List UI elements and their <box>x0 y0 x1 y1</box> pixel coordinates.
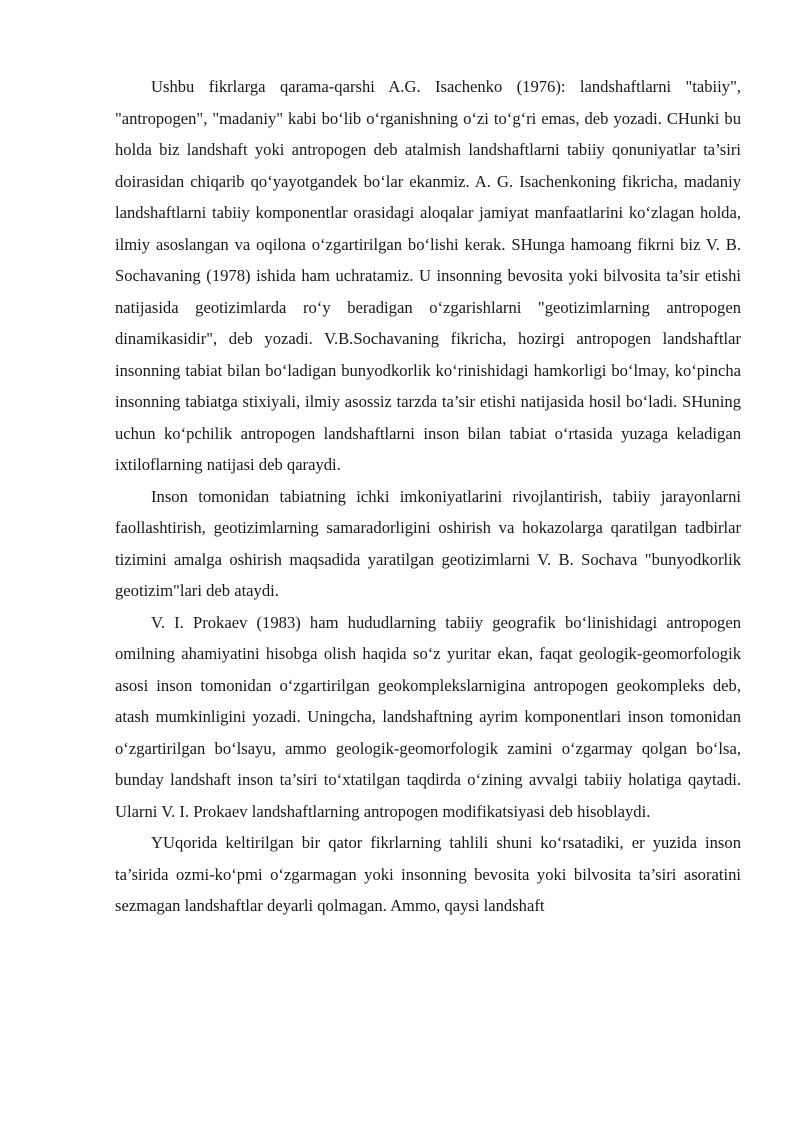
document-page <box>115 71 741 922</box>
paragraph-prokaev: V. I. Prokaev (1983) ham hududlarning tabiiy geografik bo‘linishidagi antropogen omilning ahamiyatini hisobga olish haqida so‘z yuritar ekan, faqat geologik-geomorfologik asosi inson tomonidan o‘zgartirilgan geokomplekslarnigina antropogen geokompleks deb, atash mumkinligini yozadi. Uningcha, landshaftning ayrim komponentlari inson tomonidan o‘zgartirilgan bo‘lsayu, ammo geologik-geomorfologik zamini o‘zgarmay qolgan bo‘lsa, bunday landshaft inson ta’siri to‘xtatilgan taqdirda o‘zining avvalgi tabiiy holatiga qaytadi. Ularni V. I. Prokaev landshaftlarning antropogen modifikatsiyasi deb hisoblaydi. <box>115 612 741 821</box>
paragraph-isachenko: Ushbu fikrlarga qarama-qarshi A.G. Isachenko (1976): landshaftlarni "tabiiy", "antropogen", "madaniy" kabi bo‘lib o‘rganishning o‘zi to‘g‘ri emas, deb yozadi. CHunki bu holda biz landshaft yoki antropogen deb atalmish landshaftlarni tabiiy qonuniyatlar ta’siri doirasidan chiqarib qo‘yayotgandek bo‘lar ekanmiz. A. G. Isachenkoning fikricha, madaniy landshaftlarni tabiiy komponentlar orasidagi aloqalar jamiyat manfaatlarini ko‘zlagan holda, ilmiy asoslangan va oqilona o‘zgartirilgan bo‘lishi kerak. SHunga hamoang fikrni biz V. B. Sochavaning (1978) ishida ham uchratamiz. U insonning bevosita yoki bilvosita ta’sir etishi natijasida geotizimlarda ro‘y beradigan o‘zgarishlarni "geotizimlarning antropogen dinamikasidir", deb yozadi. V.B.Sochavaning fikricha, hozirgi antropogen landshaftlar insonning tabiat bilan bo‘ladigan bunyodkorlik ko‘rinishidagi hamkorligi bo‘lmay, ko‘pincha insonning tabiatga stixiyali, ilmiy asossiz tarzda ta’sir etishi natijasida hosil bo‘ladi. SHuning uchun ko‘pchilik antropogen landshaftlarni inson bilan tabiat o‘rtasida yuzaga keladigan ixtiloflarning natijasi deb qaraydi. <box>115 77 741 474</box>
paragraph-sochava: Inson tomonidan tabiatning ichki imkoniyatlarini rivojlantirish, tabiiy jarayonlarni faollashtirish, geotizimlarning samaradorligini oshirish va hokazolarga qaratilgan tadbirlar tizimini amalga oshirish maqsadida yaratilgan geotizimlarni V. B. Sochava "bunyodkorlik geotizim"lari deb ataydi. <box>115 486 741 600</box>
paragraph-analysis: YUqorida keltirilgan bir qator fikrlarning tahlili shuni ko‘rsatadiki, er yuzida inson ta’sirida ozmi-ko‘pmi o‘zgarmagan yoki insonning bevosita yoki bilvosita ta’siri asoratini sezmagan landshaftlar deyarli qolmagan. Ammo, qaysi landshaft <box>115 833 741 915</box>
